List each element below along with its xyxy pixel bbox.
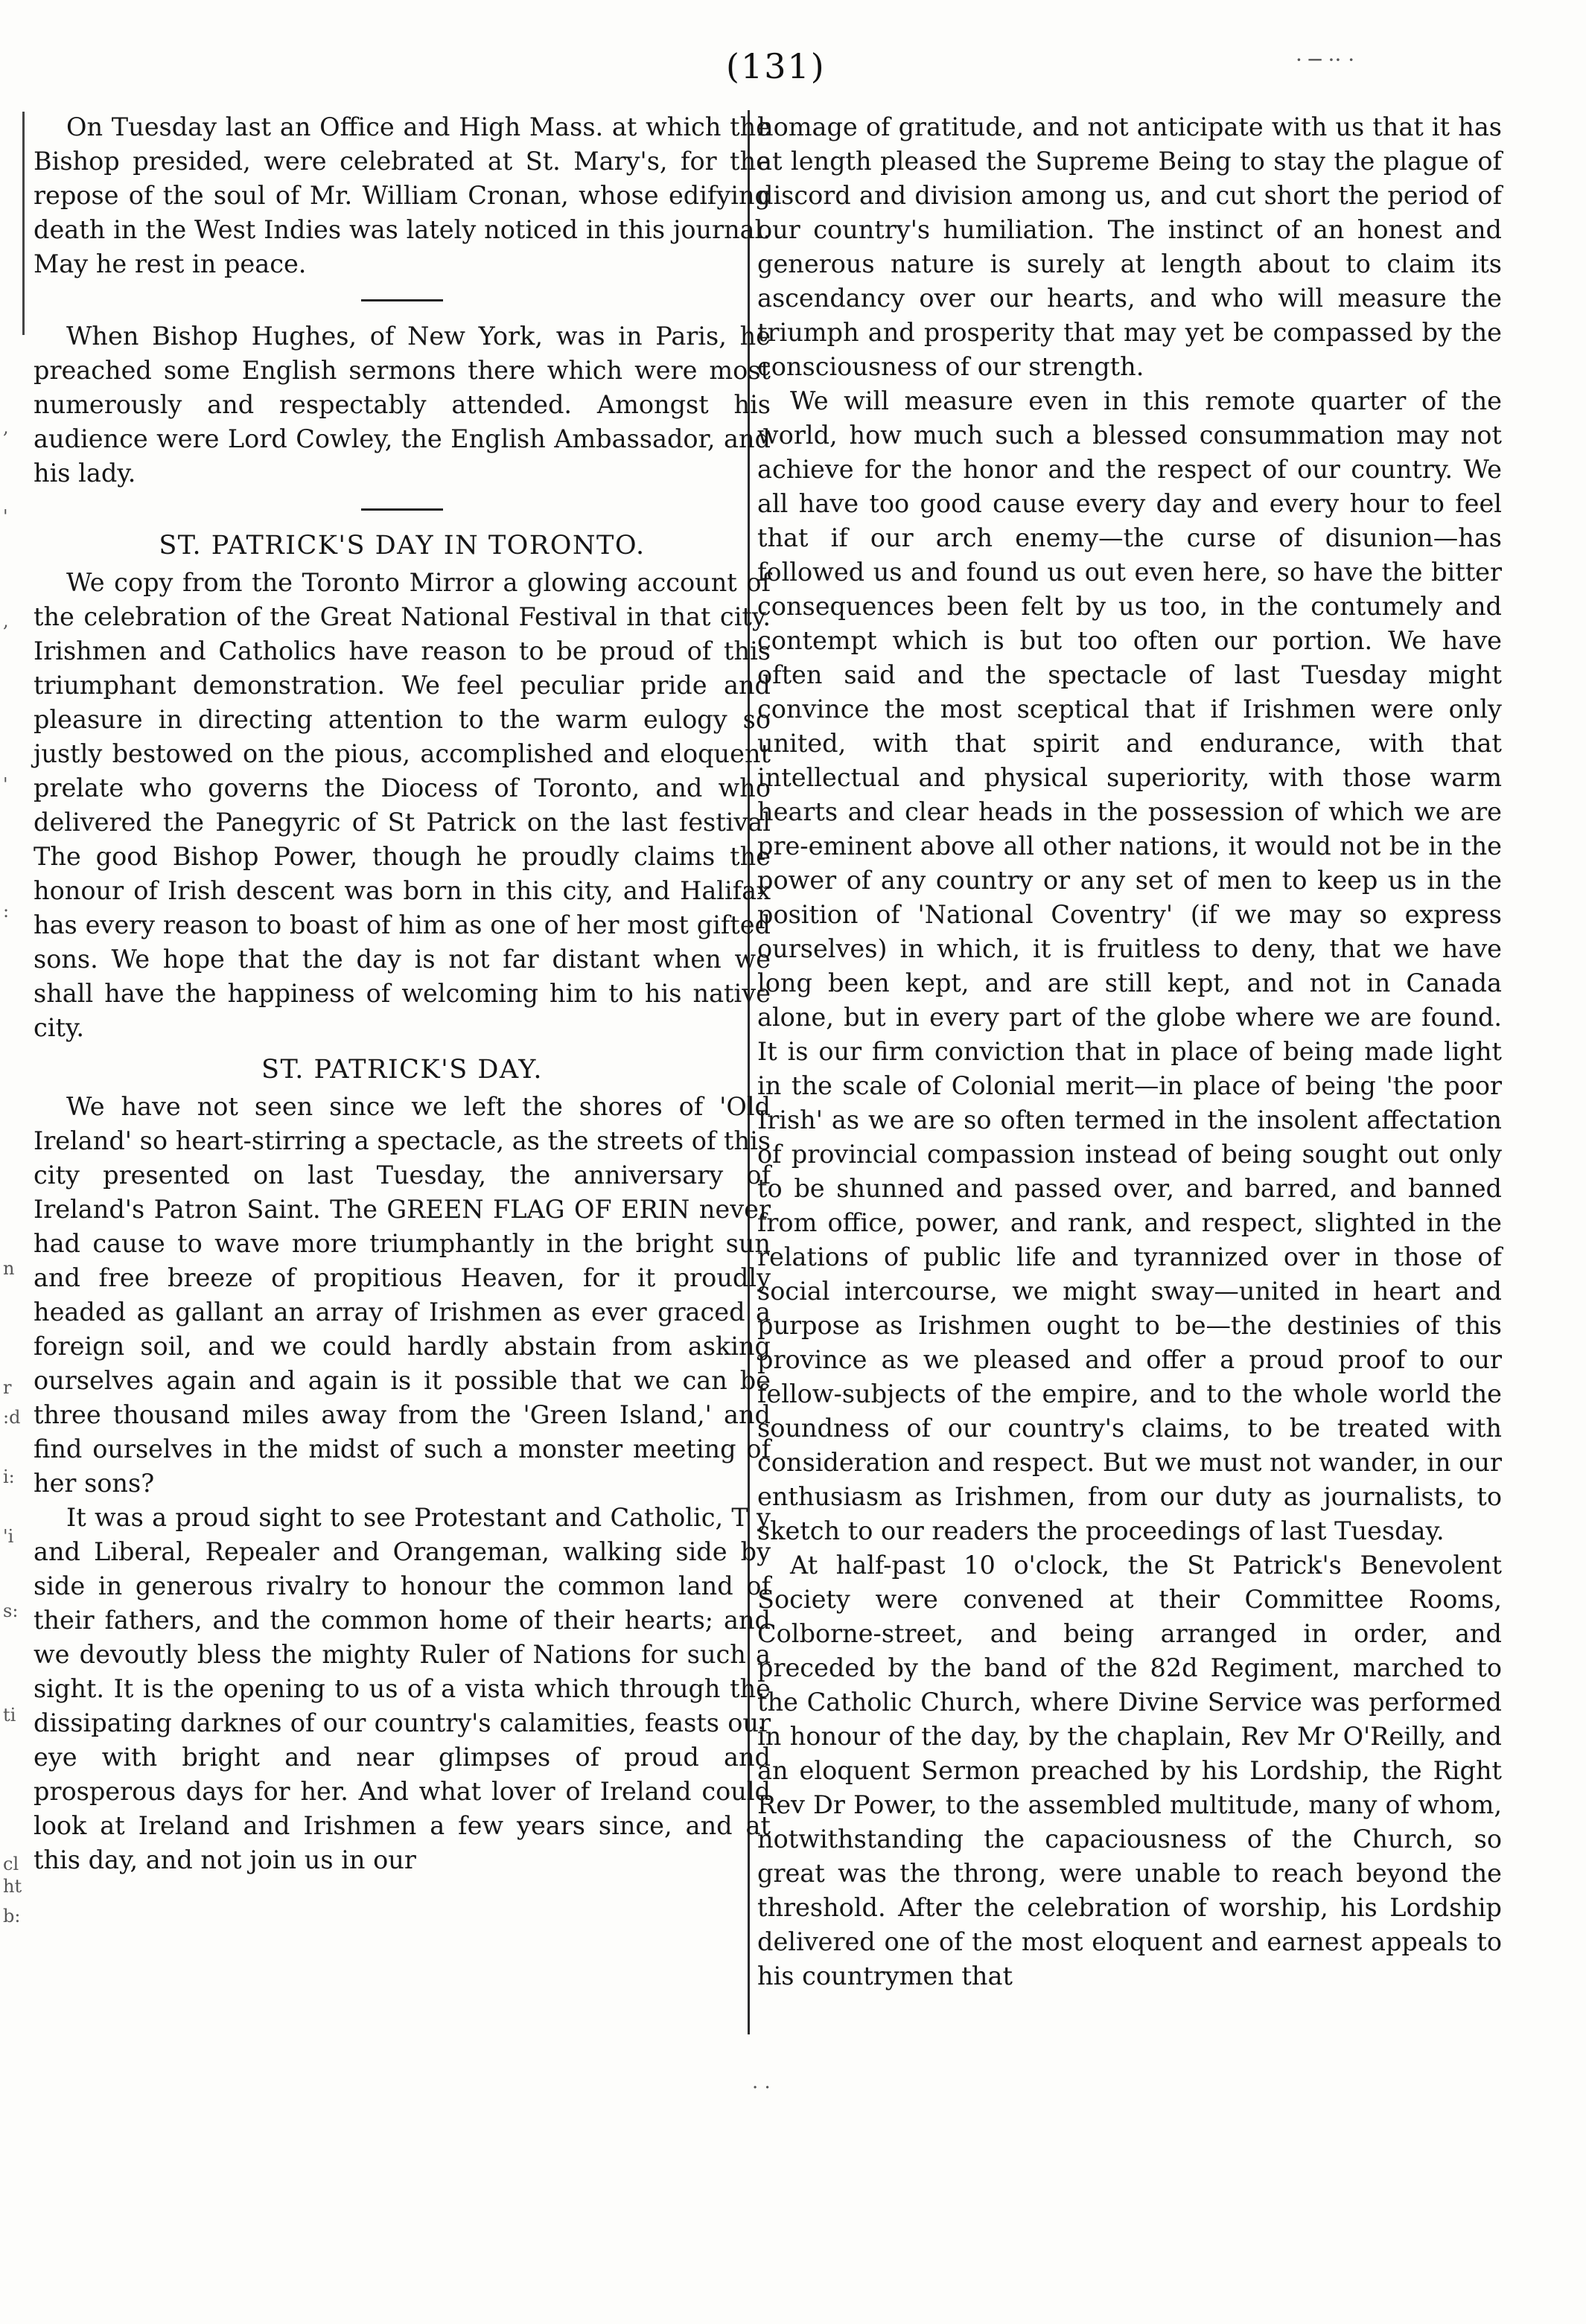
- left-column: [34, 110, 771, 1877]
- page-number: (131): [726, 46, 826, 86]
- margin-mark: n: [3, 1258, 15, 1279]
- margin-mark: r: [3, 1377, 12, 1398]
- footer-marks: · ·: [752, 2077, 771, 2099]
- article-paragraph: When Bishop Hughes, of New York, was in Paris, he preached some English sermons there which were most numerously and respectably attended. Amongst his audience were Lord Cowley, the English Ambassador, and his lady.: [34, 322, 771, 488]
- margin-mark: b:: [3, 1906, 21, 1926]
- header-marks: · ─ ·· ·: [1296, 48, 1355, 72]
- article-paragraph: We will measure even in this remote quarter of the world, how much such a blessed consummation may not achieve for the honor and the respect of our country. We all have too good cause every day and every hour to feel that if our arch enemy—the curse of disunion—has followed us and found us out even here, so have the bitter consequences been felt by us too, in the contumely and contempt which is but too often our portion. We have often said and the spectacle of last Tuesday might convince the most sceptical that if Irishmen were only united, with that spirit and endurance, with that intellectual and physical superiority, with those warm hearts and clear heads in the possession of which we are pre-eminent above all other nations, it would not be in the power of any country or any set of men to keep us in the position of 'National Coventry' (if we may so express ourselves) in which, it is fruitless to deny, that we have long been kept, and are still kept, and not in Canada alone, but in every part of the globe where we are found. It is our firm conviction that in place of being made light in the scale of Colonial merit—in place of being 'the poor Irish' as we are so often termed in the insolent affectation of provincial compassion instead of being sought out only to be shunned and passed over, and barred, and banned from office, power, and rank, and respect, slighted in the relations of public life and tyrannized over in those of social intercourse, we might sway—united in heart and purpose as Irishmen ought to be—the destinies of this province as we pleased and offer a proud proof to our fellow-subjects of the empire, and to the whole world the soundness of our country's claims, to be treated with consideration and respect. But we must not wander, in our enthusiasm as Irishmen, from our duty as journalists, to sketch to our readers the proceedings of last Tuesday.: [757, 386, 1502, 1545]
- right-column: [757, 110, 1502, 1993]
- article-paragraph: On Tuesday last an Office and High Mass. at which the Bishop presided, were celebrated at St. Mary's, for the repose of the soul of Mr. William Cronan, whose edifying death in the West Indies was lately noticed in this journal. May he rest in peace.: [34, 112, 771, 278]
- margin-bracket: [22, 112, 25, 335]
- margin-mark: ,: [3, 417, 9, 438]
- margin-mark: i:: [3, 1466, 15, 1487]
- margin-mark: 'i: [3, 1526, 14, 1547]
- article-paragraph: We have not seen since we left the shores of 'Old Ireland' so heart-stirring a spectacle, as the streets of this city presented on last Tuesday, the anniversary of Ireland's Patron Saint. The GREEN FLAG OF ERIN never had cause to wave more triumphantly in the bright sun and free breeze of propitious Heaven, for it proudly headed as gallant an array of Irishmen as ever graced a foreign soil, and we could hardly abstain from asking ourselves again and again is it possible that we can be three thousand miles away from the 'Green Island,' and find ourselves in the midst of such a monster meeting of her sons?: [34, 1092, 771, 1498]
- margin-mark: s:: [3, 1600, 19, 1621]
- article-paragraph: At half-past 10 o'clock, the St Patrick's Benevolent Society were convened at their Committee Rooms, Colborne-street, and being arranged in order, and preceded by the band of the 82d Regiment, marched to the Catholic Church, where Divine Service was performed in honour of the day, by the chaplain, Rev Mr O'Reilly, and an eloquent Sermon preached by his Lordship, the Right Rev Dr Power, to the assembled multitude, many of whom, notwithstanding the capaciousness of the Church, so great was the throng, were unable to reach beyond the threshold. After the celebration of worship, his Lordship delivered one of the most eloquent and earnest appeals to his countrymen that: [757, 1551, 1502, 1991]
- section-heading: ST. PATRICK'S DAY IN TORONTO.: [159, 531, 646, 561]
- section-heading: ST. PATRICK'S DAY.: [261, 1055, 543, 1085]
- margin-mark: cl: [3, 1854, 19, 1874]
- section-rule: [361, 299, 443, 301]
- margin-mark: ': [3, 506, 8, 527]
- article-paragraph: homage of gratitude, and not anticipate with us that it has at length pleased the Supreme Being to stay the plague of discord and division among us, and cut short the period of our country's humiliation. The instinct of an honest and generous nature is surely at length about to claim its ascendancy over our hearts, and who will measure the triumph and prosperity that may yet be compassed by the consciousness of our strength.: [757, 112, 1502, 381]
- margin-mark: ': [3, 774, 8, 795]
- margin-mark: :d: [3, 1407, 21, 1428]
- article-paragraph: We copy from the Toronto Mirror a glowing account of the celebration of the Great National Festival in that city. Irishmen and Catholics have reason to be proud of this triumphant demonstration. We feel peculiar pride and pleasure in directing attention to the warm eulogy so justly bestowed on the pious, accomplished and eloquent prelate who governs the Diocess of Toronto, and who delivered the Panegyric of St Patrick on the last festival The good Bishop Power, though he proudly claims the honour of Irish descent was born in this city, and Halifax has every reason to boast of him as one of her most gifted sons. We hope that the day is not far distant when we shall have the happiness of welcoming him to his native city.: [34, 568, 771, 1042]
- margin-mark: ti: [3, 1705, 16, 1726]
- margin-mark: ht: [3, 1876, 22, 1897]
- section-rule: [361, 508, 443, 511]
- margin-mark: :: [3, 901, 10, 922]
- margin-mark: ,: [3, 610, 9, 631]
- article-paragraph: It was a proud sight to see Protestant and Catholic, T y and Liberal, Repealer and Orangeman, walking side by side in generous rivalry to honour the common land of their fathers, and the common home of their hearts; and we devoutly bless the mighty Ruler of Nations for such a sight. It is the opening to us of a vista which through the dissipating darknes of our country's calamities, feasts our eye with bright and near glimpses of proud and prosperous days for her. And what lover of Ireland could look at Ireland and Irishmen a few years since, and at this day, and not join us in our: [34, 1503, 771, 1874]
